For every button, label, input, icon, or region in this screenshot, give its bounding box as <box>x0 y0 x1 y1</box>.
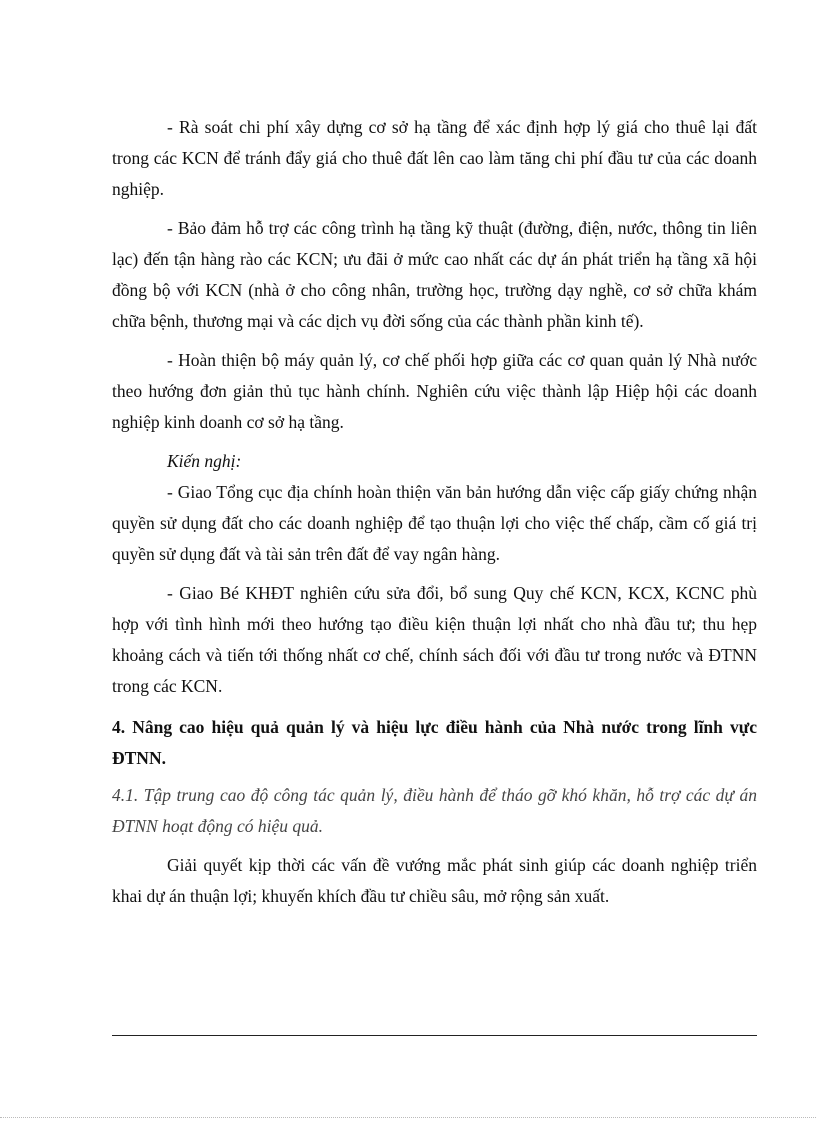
paragraph-infrastructure-support: - Bảo đảm hỗ trợ các công trình hạ tầng kỹ thuật (đường, điện, nước, thông tin liên lạc) đến tận hàng rào các KCN; ưu đãi ở mức cao nhất các dự án phát triển hạ tầng xã hội đồng bộ với KCN (nhà ở cho công nhân, trường học, trường dạy nghề, cơ sở chữa khám chữa bệnh, thương mại và các dịch vụ đời sống của các thành phần kinh tế). <box>112 218 757 331</box>
page-bottom-border <box>0 1117 816 1118</box>
recommendation-regulation-revision: - Giao Bé KHĐT nghiên cứu sửa đổi, bổ sung Quy chế KCN, KCX, KCNC phù hợp với tình hình mới theo hướng tạo điều kiện thuận lợi nhất cho nhà đầu tư; thu hẹp khoảng cách và tiến tới thống nhất cơ chế, chính sách đối với đầu tư trong nước và ĐTNN trong các KCN. <box>112 583 757 696</box>
paragraph-infrastructure-cost: - Rà soát chi phí xây dựng cơ sở hạ tầng để xác định hợp lý giá cho thuê lại đất trong các KCN để tránh đẩy giá cho thuê đất lên cao làm tăng chi phí đầu tư của các doanh nghiệp. <box>112 117 757 199</box>
recommendation-land-certificate: - Giao Tổng cục địa chính hoàn thiện văn bản hướng dẫn việc cấp giấy chứng nhận quyền sử dụng đất cho các doanh nghiệp để tạo thuận lợi cho việc thế chấp, cầm cố giá trị quyền sử dụng đất và tài sản trên đất để vay ngân hàng. <box>112 482 757 564</box>
subsection-heading: 4.1. Tập trung cao độ công tác quản lý, điều hành để tháo gỡ khó khăn, hỗ trợ các dự án ĐTNN hoạt động có hiệu quả. <box>112 785 757 836</box>
footer-divider <box>112 1035 757 1036</box>
section-heading: 4. Nâng cao hiệu quả quản lý và hiệu lực điều hành của Nhà nước trong lĩnh vực ĐTNN. <box>112 717 757 768</box>
paragraph-management-apparatus: - Hoàn thiện bộ máy quản lý, cơ chế phối hợp giữa các cơ quan quản lý Nhà nước theo hướng đơn giản thủ tục hành chính. Nghiên cứu việc thành lập Hiệp hội các doanh nghiệp kinh doanh cơ sở hạ tầng. <box>112 350 757 432</box>
recommendation-label: Kiến nghị: <box>167 451 242 471</box>
document-body <box>112 112 757 912</box>
paragraph-closing: Giải quyết kịp thời các vấn đề vướng mắc phát sinh giúp các doanh nghiệp triển khai dự án thuận lợi; khuyến khích đầu tư chiều sâu, mở rộng sản xuất. <box>112 855 757 906</box>
